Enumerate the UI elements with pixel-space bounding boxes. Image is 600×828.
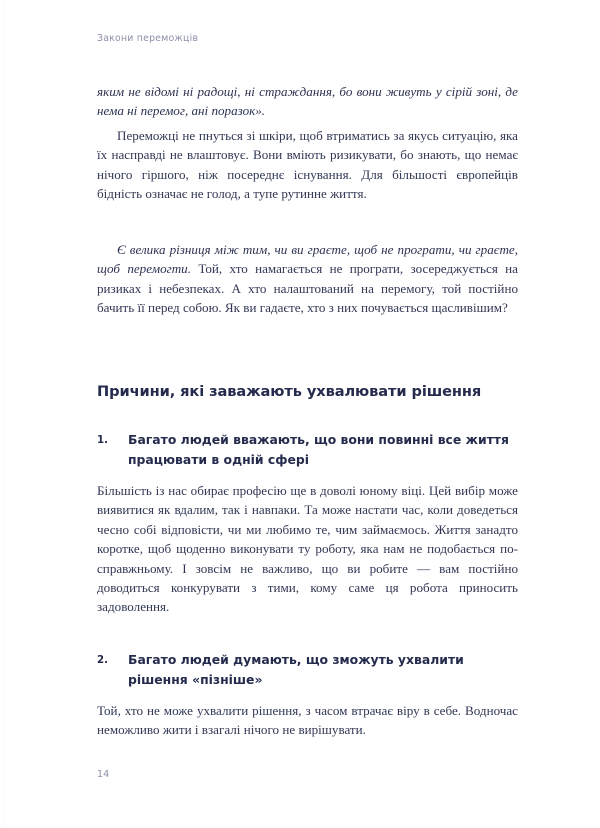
paragraph-difference <box>97 240 518 318</box>
paragraph-winners <box>97 126 518 204</box>
paragraph-text: яким не відомі ні радощі, ні страждання, бо вони живуть у сірій зоні, де нема ні перемог, ані поразок». <box>97 84 518 119</box>
list-item-title: Багато людей вважають, що вони повинні все життя працювати в одній сфері <box>128 432 509 467</box>
paragraph-text: Переможці не пнуться зі шкіри, щоб втриматись за якусь ситуацію, яка їх насправді не влаштовує. Вони вміють ризикувати, бо знають, що немає нічого гіршого, ніж посереднє існування. Для більшості європейців бідність означає не голод, а тупе рутинне життя. <box>97 128 518 202</box>
paragraph-text: Той, хто не може ухвалити рішення, з часом втрачає віру в себе. Водночас неможливо жити і взагалі нічого не вирішувати. <box>97 703 518 738</box>
list-item <box>97 650 521 689</box>
section-heading: Причини, які заважають ухвалювати рішення <box>97 383 482 400</box>
paragraph-text <box>97 240 518 318</box>
emphasis-text: Є велика різниця між тим, чи ви граєте, щоб не програти, чи граєте, щоб перемогти. <box>97 242 518 277</box>
page-edge-line <box>3 0 4 828</box>
running-header: Закони переможців <box>97 33 199 44</box>
paragraph-text: Більшість із нас обирає професію ще в доволі юному віці. Цей вибір може виявитися як вдалим, так і навпаки. Та може настати час, коли доведеться чесно собі відповісти, чи ми любимо те, чим займаємось. Життя занадто коротке, щоб щоденно виконувати ту роботу, яка нам не подобається по-справжньому. І зовсім не важливо, що ви робите — вам постійно доводиться конкурувати з тими, кому саме ця робота приносить задоволення. <box>97 483 518 615</box>
page-number: 14 <box>97 769 110 780</box>
paragraph-item-2 <box>97 701 518 740</box>
paragraph-quote-continuation <box>97 82 518 121</box>
paragraph-rest-text: Той, хто намагається не програти, зосереджується на ризиках і небезпеках. А хто налаштований на перемогу, той постійно бачить її перед собою. Як ви гадаєте, хто з них почувається щасливішим? <box>97 261 518 316</box>
list-item <box>97 430 521 469</box>
list-item-number: 2. <box>97 655 108 666</box>
paragraph-item-1 <box>97 481 518 617</box>
list-item-number: 1. <box>97 435 108 446</box>
list-item-title: Багато людей думають, що зможуть ухвалити рішення «пізніше» <box>128 652 464 687</box>
